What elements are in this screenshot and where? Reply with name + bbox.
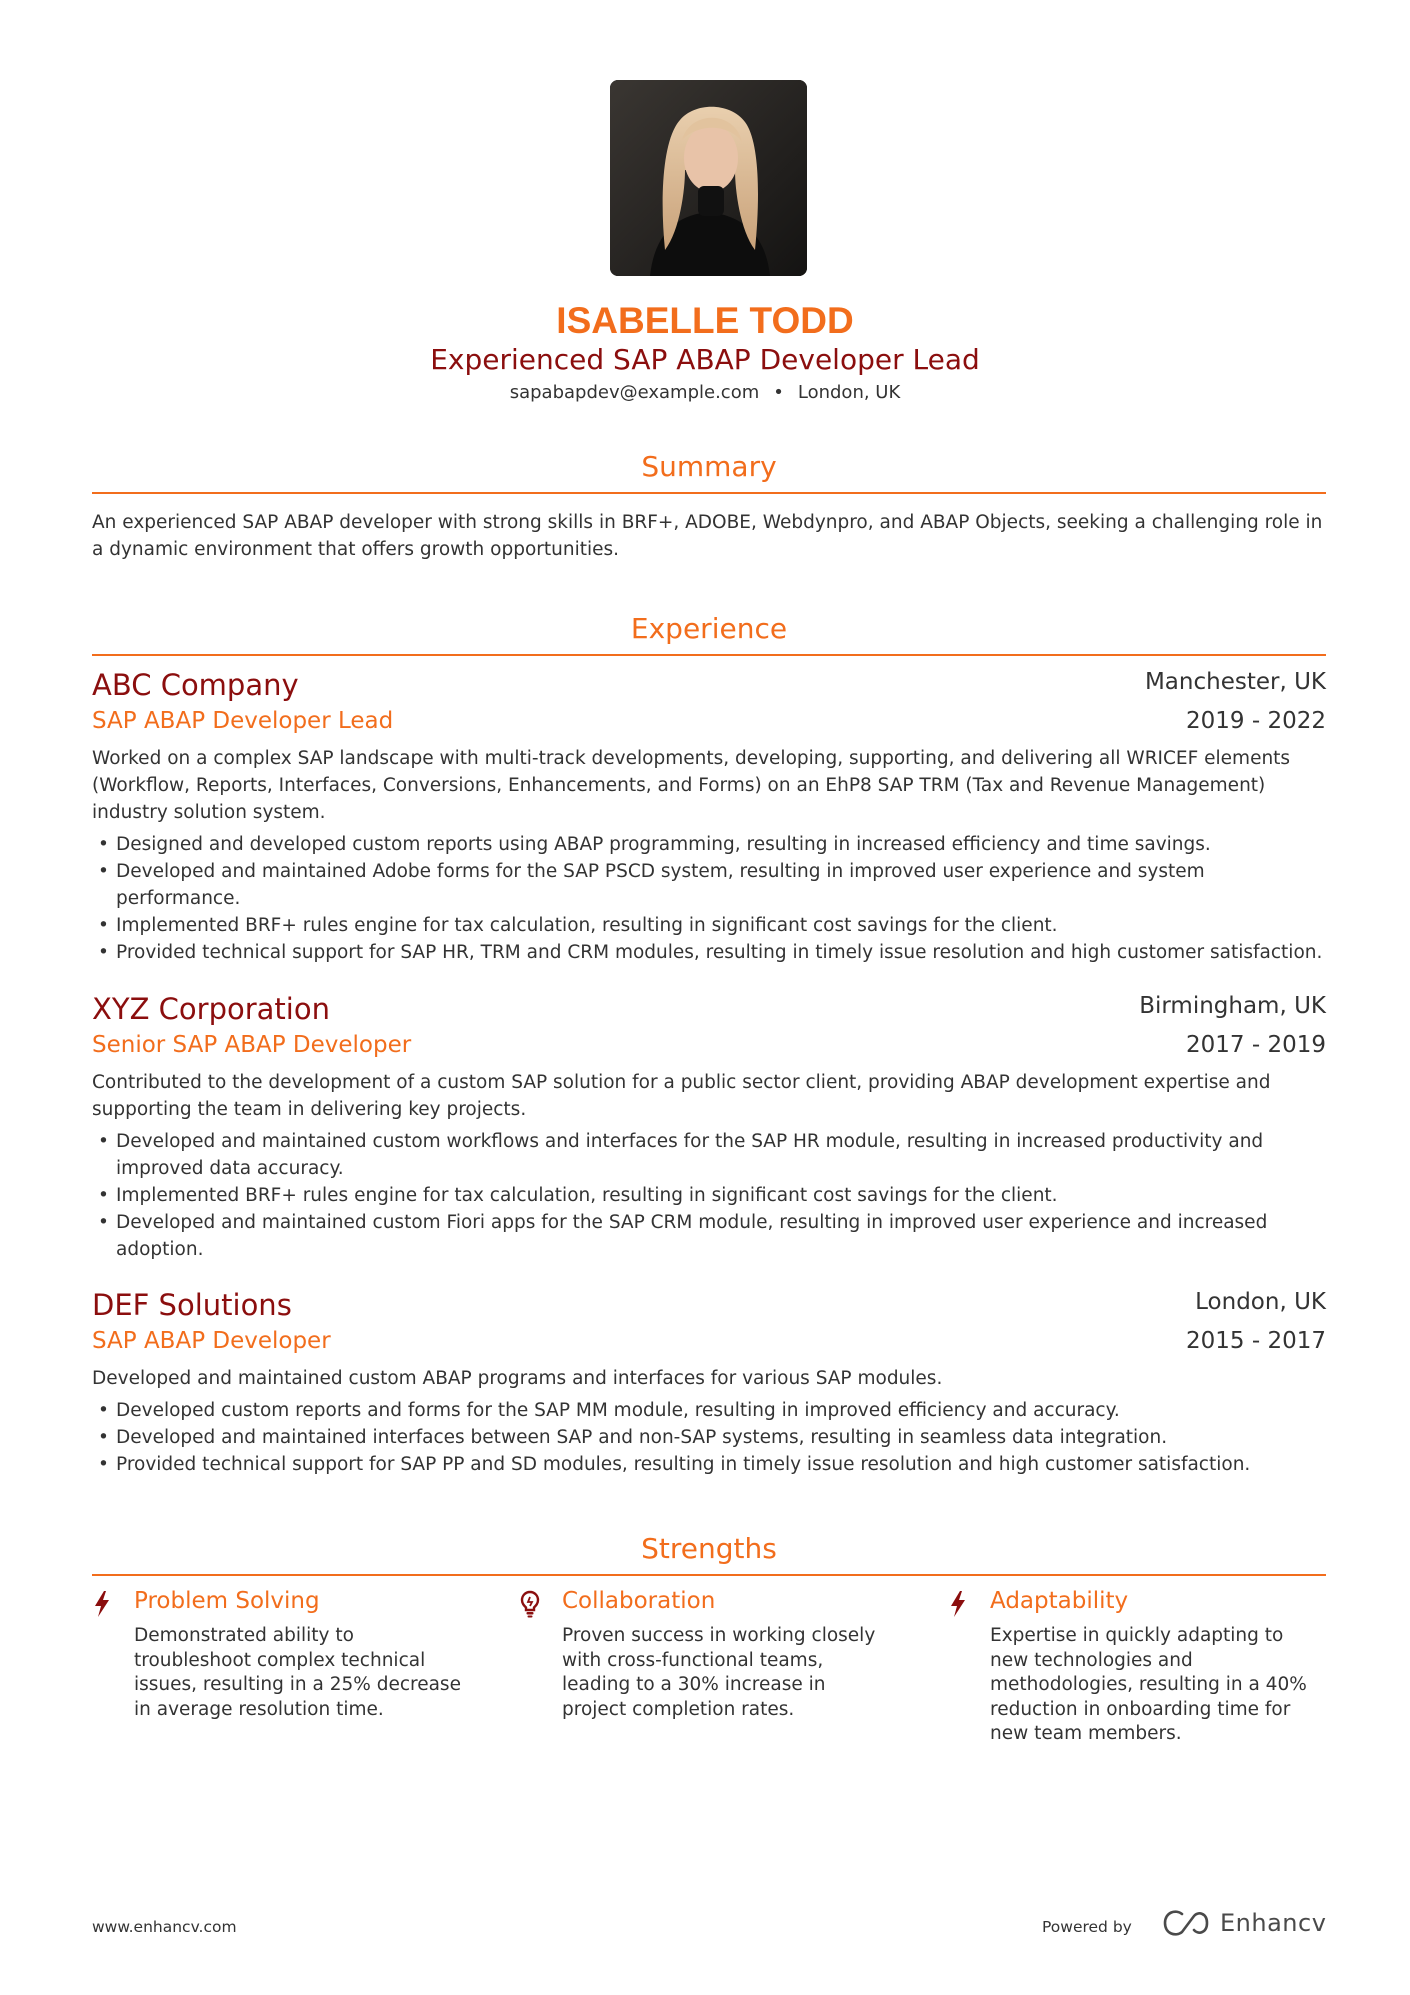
profile-photo <box>610 80 807 276</box>
job-bullet: • Developed and maintained Adobe forms for the SAP PSCD system, resulting in improved user experience and system performance. <box>98 858 1332 912</box>
job-company: XYZ Corporation <box>92 992 330 1026</box>
job-dates: 2015 - 2017 <box>1186 1328 1326 1354</box>
experience-divider <box>92 654 1326 656</box>
email-link[interactable]: sapabapdev@example.com <box>509 382 760 403</box>
job-description: Contributed to the development of a custom SAP solution for a public sector client, providing ABAP development expertise and supporting the team in delivering key projects. <box>92 1072 1271 1120</box>
job-location: Birmingham, UK <box>1139 993 1326 1019</box>
job-role: Senior SAP ABAP Developer <box>92 1032 412 1058</box>
contact-separator: • <box>773 382 784 403</box>
website-link[interactable]: www.enhancv.com <box>92 1918 237 1936</box>
enhancv-logo[interactable] <box>1162 1906 1326 1940</box>
summary-text: An experienced SAP ABAP developer with strong skills in BRF+, ADOBE, Webdynpro, and ABAP Objects, seeking a challenging role in a dynamic environment that offers growth opportunities. <box>92 512 1323 560</box>
lightning-bolt-icon <box>948 1590 968 1618</box>
job-bullet: • Designed and developed custom reports using ABAP programming, resulting in increased efficiency and time savings. <box>98 831 1332 858</box>
strength-description: Proven success in working closely with cross-functional teams, leading to a 30% increase in project completion rates. <box>562 1625 876 1720</box>
strength-title: Problem Solving <box>134 1588 320 1614</box>
job-description: Developed and maintained custom ABAP programs and interfaces for various SAP modules. <box>92 1368 943 1389</box>
job-dates: 2017 - 2019 <box>1186 1032 1326 1058</box>
job-description: Worked on a complex SAP landscape with multi-track developments, developing, supporting, and delivering all WRICEF elements (Workflow, Reports, Interfaces, Conversions, Enhancements, and Forms) on an EhP8 SAP TRM (Tax and Revenue Management) industry solution system. <box>92 748 1291 823</box>
contact-line <box>0 382 1410 403</box>
job-bullets <box>98 1128 1332 1263</box>
job-bullet: • Implemented BRF+ rules engine for tax calculation, resulting in significant cost savings for the client. <box>98 1182 1332 1209</box>
lightning-bolt-icon <box>92 1590 112 1618</box>
job-bullet: • Developed and maintained interfaces between SAP and non-SAP systems, resulting in seamless data integration. <box>98 1424 1332 1451</box>
job-company: DEF Solutions <box>92 1288 292 1322</box>
brand-name: Enhancv <box>1220 1909 1327 1937</box>
job-bullets <box>98 831 1332 966</box>
experience-heading: Experience <box>630 612 788 645</box>
job-company: ABC Company <box>92 668 299 702</box>
candidate-headline: Experienced SAP ABAP Developer Lead <box>430 343 980 376</box>
location-text: London, UK <box>797 382 901 403</box>
job-location: Manchester, UK <box>1144 669 1326 695</box>
strength-description: Demonstrated ability to troubleshoot complex technical issues, resulting in a 25% decrease in average resolution time. <box>134 1625 461 1720</box>
job-role: SAP ABAP Developer Lead <box>92 708 394 734</box>
job-bullet: • Implemented BRF+ rules engine for tax calculation, resulting in significant cost savings for the client. <box>98 912 1332 939</box>
job-location: London, UK <box>1195 1289 1326 1315</box>
lightbulb-icon <box>520 1590 540 1618</box>
enhancv-logo-icon <box>1162 1910 1210 1936</box>
strength-title: Adaptability <box>990 1588 1129 1614</box>
job-bullet: • Developed and maintained custom workflows and interfaces for the SAP HR module, resulting in increased productivity and improved data accuracy. <box>98 1128 1332 1182</box>
job-bullets <box>98 1397 1332 1478</box>
job-bullet: • Provided technical support for SAP HR, TRM and CRM modules, resulting in timely issue resolution and high customer satisfaction. <box>98 939 1332 966</box>
summary-heading: Summary <box>641 450 777 483</box>
job-bullet: • Developed custom reports and forms for the SAP MM module, resulting in improved efficiency and accuracy. <box>98 1397 1332 1424</box>
candidate-name: ISABELLE TODD <box>556 300 854 341</box>
job-bullet: • Provided technical support for SAP PP and SD modules, resulting in timely issue resolution and high customer satisfaction. <box>98 1451 1332 1478</box>
job-role: SAP ABAP Developer <box>92 1328 331 1354</box>
strength-description: Expertise in quickly adapting to new technologies and methodologies, resulting in a 40% reduction in onboarding time for new team members. <box>990 1625 1307 1744</box>
summary-divider <box>92 492 1326 494</box>
strength-title: Collaboration <box>562 1588 716 1614</box>
strengths-divider <box>92 1574 1326 1576</box>
job-dates: 2019 - 2022 <box>1186 708 1326 734</box>
powered-by-text: Powered by <box>1042 1918 1132 1936</box>
job-bullet: • Developed and maintained custom Fiori apps for the SAP CRM module, resulting in improved user experience and increased adoption. <box>98 1209 1332 1263</box>
strengths-heading: Strengths <box>641 1532 777 1565</box>
